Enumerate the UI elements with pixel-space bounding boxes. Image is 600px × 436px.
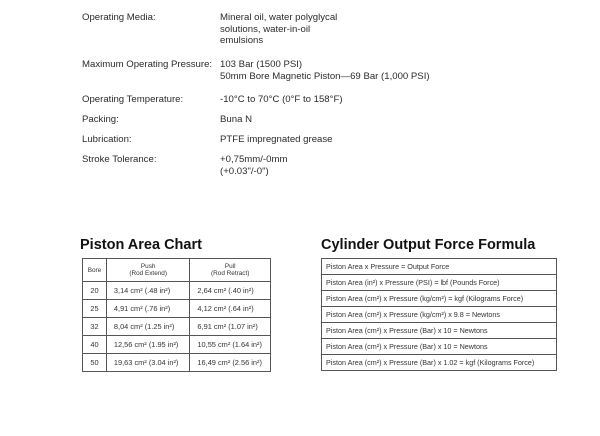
- table-row: [322, 307, 557, 323]
- push-cell: 8,04 cm² (1.25 in²): [106, 318, 190, 336]
- header-pull-label: Pull: [224, 263, 236, 270]
- spec-label: Packing:: [82, 114, 119, 125]
- spec-value: [220, 12, 337, 47]
- formula-cell: Piston Area x Pressure = Output Force: [322, 259, 557, 275]
- table-row: [83, 336, 271, 354]
- pull-cell: 2,64 cm² (.40 in²): [190, 282, 271, 300]
- table-row: [322, 275, 557, 291]
- spec-value-line: PTFE impregnated grease: [220, 134, 333, 145]
- push-cell: 12,56 cm² (1.95 in²): [106, 336, 190, 354]
- force-formula-title: Cylinder Output Force Formula: [321, 237, 536, 253]
- table-row: [322, 291, 557, 307]
- pull-cell: 4,12 cm² (.64 in²): [190, 300, 271, 318]
- formula-cell: Piston Area (in²) x Pressure (PSI) = lbf (Pounds Force): [322, 275, 557, 291]
- spec-value-line: (+0.03"/-0"): [220, 165, 269, 177]
- table-row: [83, 300, 271, 318]
- header-push-label: Push: [140, 263, 156, 270]
- table-row: [83, 282, 271, 300]
- bore-cell: 25: [83, 300, 107, 318]
- spec-value-line: solutions, water-in-oil: [220, 23, 311, 35]
- spec-label: Maximum Operating Pressure:: [82, 59, 213, 70]
- formula-cell: Piston Area (cm²) x Pressure (Bar) x 10 = Newtons: [322, 323, 557, 339]
- table-row: [322, 339, 557, 355]
- spec-value: [220, 154, 287, 177]
- spec-value: [220, 59, 430, 82]
- formula-cell: Piston Area (cm²) x Pressure (Bar) x 1.02 = kgf (Kilograms Force): [322, 355, 557, 371]
- header-bore: [83, 259, 107, 282]
- spec-value-line: emulsions: [220, 35, 264, 46]
- table-row: [83, 318, 271, 336]
- header-push: [106, 259, 190, 282]
- spec-label: Stroke Tolerance:: [82, 154, 157, 165]
- bore-cell: 40: [83, 336, 107, 354]
- pull-cell: 16,49 cm² (2.56 in²): [190, 354, 271, 372]
- table-row: [83, 354, 271, 372]
- spec-value-line: 103 Bar (1500 PSI): [220, 59, 303, 70]
- spec-label: Lubrication:: [82, 134, 132, 145]
- formula-cell: Piston Area (cm²) x Pressure (kg/cm²) x 9.8 = Newtons: [322, 307, 557, 323]
- force-formula-table: [321, 258, 557, 371]
- spec-value: [220, 114, 252, 126]
- bore-cell: 50: [83, 354, 107, 372]
- push-cell: 19,63 cm² (3.04 in²): [106, 354, 190, 372]
- header-pull-sublabel: (Rod Retract): [211, 270, 250, 277]
- piston-area-chart-title: Piston Area Chart: [80, 237, 202, 253]
- spec-value-line: +0,75mm/-0mm: [220, 154, 288, 165]
- push-cell: 4,91 cm² (.76 in²): [106, 300, 190, 318]
- spec-label: Operating Temperature:: [82, 94, 184, 105]
- table-row: [322, 323, 557, 339]
- table-header-row: [83, 259, 271, 282]
- header-push-sublabel: (Rod Extend): [129, 270, 167, 277]
- bore-cell: 32: [83, 318, 107, 336]
- push-cell: 3,14 cm² (.48 in²): [106, 282, 190, 300]
- spec-value: [220, 94, 343, 106]
- pull-cell: 10,55 cm² (1.64 in²): [190, 336, 271, 354]
- spec-value-line: Mineral oil, water polyglycal: [220, 12, 338, 23]
- formula-cell: Piston Area (cm²) x Pressure (kg/cm²) = kgf (Kilograms Force): [322, 291, 557, 307]
- spec-value-line: 50mm Bore Magnetic Piston—69 Bar (1,000 PSI): [220, 70, 430, 82]
- pull-cell: 6,91 cm² (1.07 in²): [190, 318, 271, 336]
- formula-cell: Piston Area (cm²) x Pressure (Bar) x 10 = Newtons: [322, 339, 557, 355]
- piston-area-table: [82, 258, 271, 372]
- spec-label: Operating Media:: [82, 12, 156, 23]
- spec-value-line: -10°C to 70°C (0°F to 158°F): [220, 94, 343, 105]
- table-row: [322, 259, 557, 275]
- table-row: [322, 355, 557, 371]
- header-bore-label: Bore: [87, 266, 102, 274]
- spec-value-line: Buna N: [220, 114, 252, 125]
- spec-value: [220, 134, 333, 146]
- header-pull: [190, 259, 271, 282]
- bore-cell: 20: [83, 282, 107, 300]
